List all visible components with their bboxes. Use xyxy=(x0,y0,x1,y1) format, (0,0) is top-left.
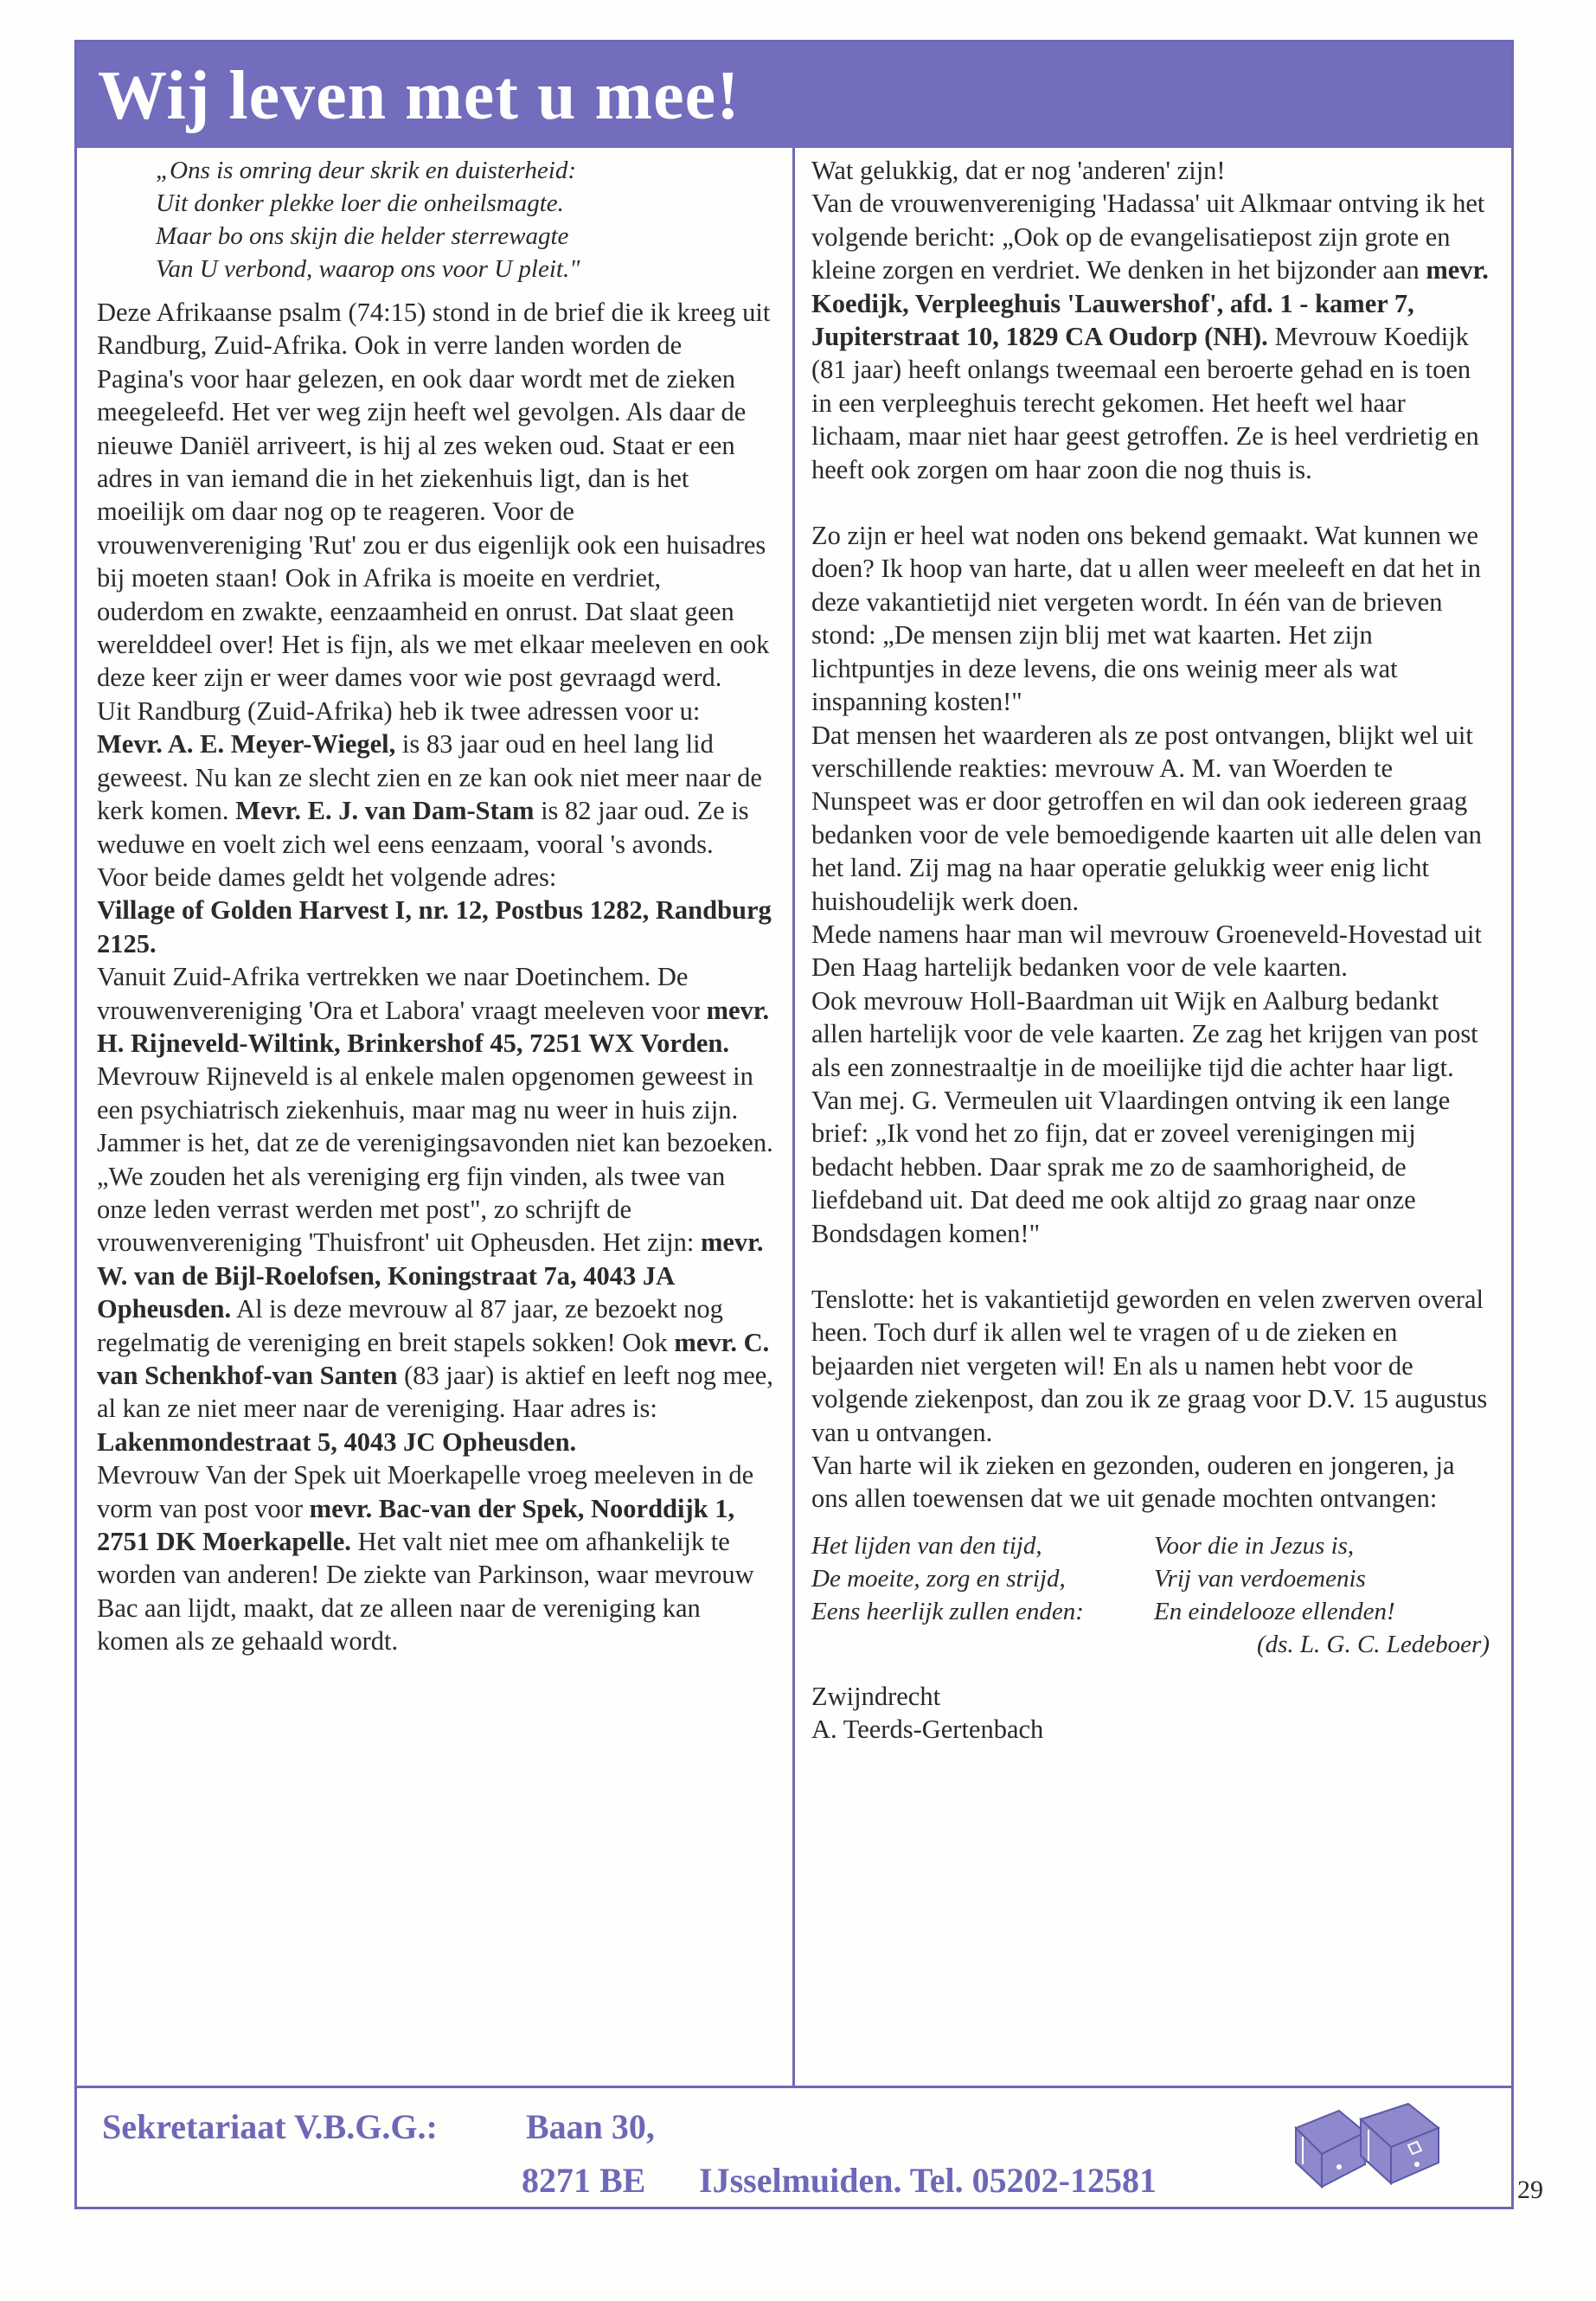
paragraph-text: Mevrouw Van der Spek uit Moerkapelle vroeg meeleven in de vorm van post voor xyxy=(97,1460,754,1523)
footer-city-phone: IJsselmuiden. Tel. 05202-12581 xyxy=(699,2161,1157,2200)
signature-name: A. Teerds-Gertenbach xyxy=(811,1715,1044,1745)
paragraph-text: Al is deze mevrouw al 87 jaar, ze bezoekt nog regelmatig de vereniging en breit stapels sokken! Ook xyxy=(97,1294,723,1357)
recipient-name: Mevr. A. E. Meyer-Wiegel, xyxy=(97,729,396,760)
recipient-name: mevr. C. van Schenkhof-van Santen xyxy=(97,1327,770,1390)
footer-postcode: 8271 BE xyxy=(522,2161,646,2200)
books-icon xyxy=(1279,2093,1460,2195)
paragraph: Van harte wil ik zieken en gezonden, ouderen en jongeren, ja ons allen toewensen dat we uit genade mochten ontvangen: xyxy=(811,1451,1455,1514)
address: mevr. Bac-van der Spek, Noorddijk 1, 2751 DK Moerkapelle. xyxy=(97,1493,735,1557)
page-number: 29 xyxy=(1517,2176,1543,2204)
poem-line: Het lijden van den tijd, xyxy=(811,1531,1042,1560)
column-divider xyxy=(792,148,795,2086)
address: Village of Golden Harvest I, nr. 12, Postbus 1282, Randburg 2125. xyxy=(97,895,772,958)
opening-poem xyxy=(97,154,773,285)
address: mevr. Koedijk, Verpleeghuis 'Lauwershof', afd. 1 - kamer 7, Jupiterstraat 10, 1829 CA Oudorp (NH). xyxy=(811,255,1489,352)
poem-line: De moeite, zorg en strijd, xyxy=(811,1564,1066,1593)
paragraph: Ook mevrouw Holl-Baardman uit Wijk en Aalburg bedankt allen hartelijk voor de vele kaarten. Ze zag het krijgen van post als een zonnestraaltje in de moeilijke tijd die achter haar ligt. xyxy=(811,985,1478,1082)
signature xyxy=(811,1680,1497,1747)
poem-line: Vrij van verdoemenis xyxy=(1154,1564,1366,1593)
paragraph xyxy=(97,1458,773,1657)
poem-line: En eindelooze ellenden! xyxy=(1154,1597,1395,1625)
poem-line: Maar bo ons skijn die helder sterrewagte xyxy=(156,222,569,250)
paragraph: Dat mensen het waarderen als ze post ontvangen, blijkt wel uit verschillende reakties: mevrouw A. M. van Woerden te Nunspeet was er door getroffen en wil dan ook iedereen graag bedanken voor de vele bemoedigende kaarten uit alle delen van het land. Zij mag na haar operatie gelukkig weer enig licht huishoudelijk werk doen. xyxy=(811,720,1482,916)
paragraph xyxy=(97,1160,773,1459)
paragraph-text: „We zouden het als vereniging erg fijn vinden, als twee van onze leden verrast werden met post", zo schrijft de vrouwenvereniging 'Thuisfront' uit Opheusden. Het zijn: xyxy=(97,1161,726,1258)
spacer xyxy=(811,486,1497,519)
spacer xyxy=(811,1250,1497,1283)
paragraph-text: Het valt niet mee om afhankelijk te worden van anderen! De ziekte van Parkinson, waar mevrouw Bac aan lijdt, maakt, dat ze alleen naar de vereniging kan komen als ze gehaald wordt. xyxy=(97,1527,754,1657)
paragraph-text: Vanuit Zuid-Afrika vertrekken we naar Doetinchem. De vrouwenvereniging 'Ora et Labora' vraagt meeleven voor xyxy=(97,962,707,1025)
title-banner xyxy=(77,42,1511,148)
poem-stanza-left xyxy=(811,1529,1154,1628)
right-column xyxy=(811,154,1497,1747)
paragraph-text: (83 jaar) is aktief en leeft nog mee, al kan ze niet meer naar de vereniging. Haar adres is: xyxy=(97,1361,773,1424)
address: mevr. W. van de Bijl-Roelofsen, Koningstraat 7a, 4043 JA Opheusden. xyxy=(97,1227,764,1324)
page-title: Wij leven met u mee! xyxy=(98,58,740,134)
closing-poem xyxy=(811,1529,1497,1628)
paragraph-text: is 83 jaar oud en heel lang lid geweest. Nu kan ze slecht zien en ze kan ook niet meer naar de kerk komen. xyxy=(97,729,762,826)
paragraph-text: Van de vrouwenvereniging 'Hadassa' uit Alkmaar ontving ik het volgende bericht: „Ook op de evangelisatiepost zijn grote en kleine zorgen en verdriet. We denken in het bijzonder aan xyxy=(811,189,1485,285)
poem-stanza-right xyxy=(1154,1529,1497,1628)
bottom-rule xyxy=(77,2086,1511,2088)
paragraph: Wat gelukkig, dat er nog 'anderen' zijn! xyxy=(811,156,1226,185)
poem-line: Eens heerlijk zullen enden: xyxy=(811,1597,1084,1625)
paragraph: Mevrouw Rijneveld is al enkele malen opgenomen geweest in een psychiatrisch ziekenhuis, maar mag nu weer in huis zijn. Jammer is het, dat ze de verenigingsavonden niet kan bezoeken. xyxy=(97,1061,773,1158)
address: Lakenmondestraat 5, 4043 JC Opheusden. xyxy=(97,1426,577,1457)
poem-line: Uit donker plekke loer die onheilsmagte. xyxy=(156,189,564,217)
left-column xyxy=(97,154,773,1658)
poem-line: Van U verbond, waarop ons voor U pleit." xyxy=(156,255,580,283)
poem-line: Voor die in Jezus is, xyxy=(1154,1531,1355,1560)
paragraph: Deze Afrikaanse psalm (74:15) stond in de brief die ik kreeg uit Randburg, Zuid-Afrika. Ook in verre landen worden de Pagina's voor haar gelezen, en ook daar wordt met de zieken meegeleefd. Het ver weg zijn heeft wel gevolgen. Als daar de nieuwe Daniël arriveert, is hij al zes weken oud. Staat er een adres in van iemand die in het ziekenhuis ligt, dan is het moeilijk om daar nog op te reageren. Voor de vrouwenvereniging 'Rut' zou er dus eigenlijk ook een huisadres bij moeten staan! Ook in Afrika is moeite en verdriet, ouderdom en zwakte, eenzaamheid en onrust. Dat slaat geen werelddeel over! Het is fijn, als we met elkaar meeleven en ook deze keer zijn er weer dames voor wie post gevraagd werd. xyxy=(97,298,771,693)
address: mevr. H. Rijneveld-Wiltink, Brinkershof 45, 7251 WX Vorden. xyxy=(97,995,770,1058)
paragraph: Mede namens haar man wil mevrouw Groeneveld-Hovestad uit Den Haag hartelijk bedanken voor de vele kaarten. xyxy=(811,919,1482,983)
paragraph: Zo zijn er heel wat noden ons bekend gemaakt. Wat kunnen we doen? Ik hoop van harte, dat u allen weer meeleeft en dat het in deze vakantietijd niet vergeten wordt. In één van de brieven stond: „De mensen zijn blij met wat kaarten. Het zijn lichtpuntjes in deze levens, die ons weinig meer als wat inspanning kosten!" xyxy=(811,521,1482,717)
paragraph: Tenslotte: het is vakantietijd geworden en velen zwerven overal heen. Toch durf ik allen wel te vragen of u de zieken en bejaarden niet vergeten wil! En als u namen hebt voor de volgende ziekenpost, dan zou ik ze graag voor D.V. 15 augustus van u ontvangen. xyxy=(811,1285,1488,1447)
paragraph xyxy=(97,727,773,861)
signature-place: Zwijndrecht xyxy=(811,1681,941,1711)
footer-label: Sekretariaat V.B.G.G.: xyxy=(102,2107,438,2146)
poem-author: (ds. L. G. C. Ledeboer) xyxy=(1256,1630,1490,1658)
paragraph xyxy=(97,960,773,1060)
recipient-name: Mevr. E. J. van Dam-Stam xyxy=(235,796,535,826)
paragraph-text: Mevrouw Koedijk (81 jaar) heeft onlangs tweemaal een beroerte gehad en is toen in een verpleeghuis terecht gekomen. Het heeft wel haar lichaam, maar niet haar geest getroffen. Ze is heel verdrietig en heeft ook zorgen om haar zoon die nog thuis is. xyxy=(811,322,1479,484)
poem-line: „Ons is omring deur skrik en duisterheid: xyxy=(156,157,577,184)
paragraph-text: is 82 jaar oud. Ze is weduwe en voelt zich wel eens eenzaam, vooral 's avonds. xyxy=(97,796,749,859)
paragraph xyxy=(811,187,1497,486)
paragraph: Uit Randburg (Zuid-Afrika) heb ik twee adressen voor u: xyxy=(97,695,701,726)
paragraph: Van mej. G. Vermeulen uit Vlaardingen ontving ik een lange brief: „Ik vond het zo fijn, dat er zoveel verenigingen mij bedacht hebben. Daar sprak me zo de saamhorigheid, de liefdeband uit. Dat deed me ook altijd zo graag naar onze Bondsdagen komen!" xyxy=(811,1085,1451,1248)
footer-street: Baan 30, xyxy=(526,2107,655,2146)
paragraph: Voor beide dames geldt het volgende adres: xyxy=(97,862,557,892)
